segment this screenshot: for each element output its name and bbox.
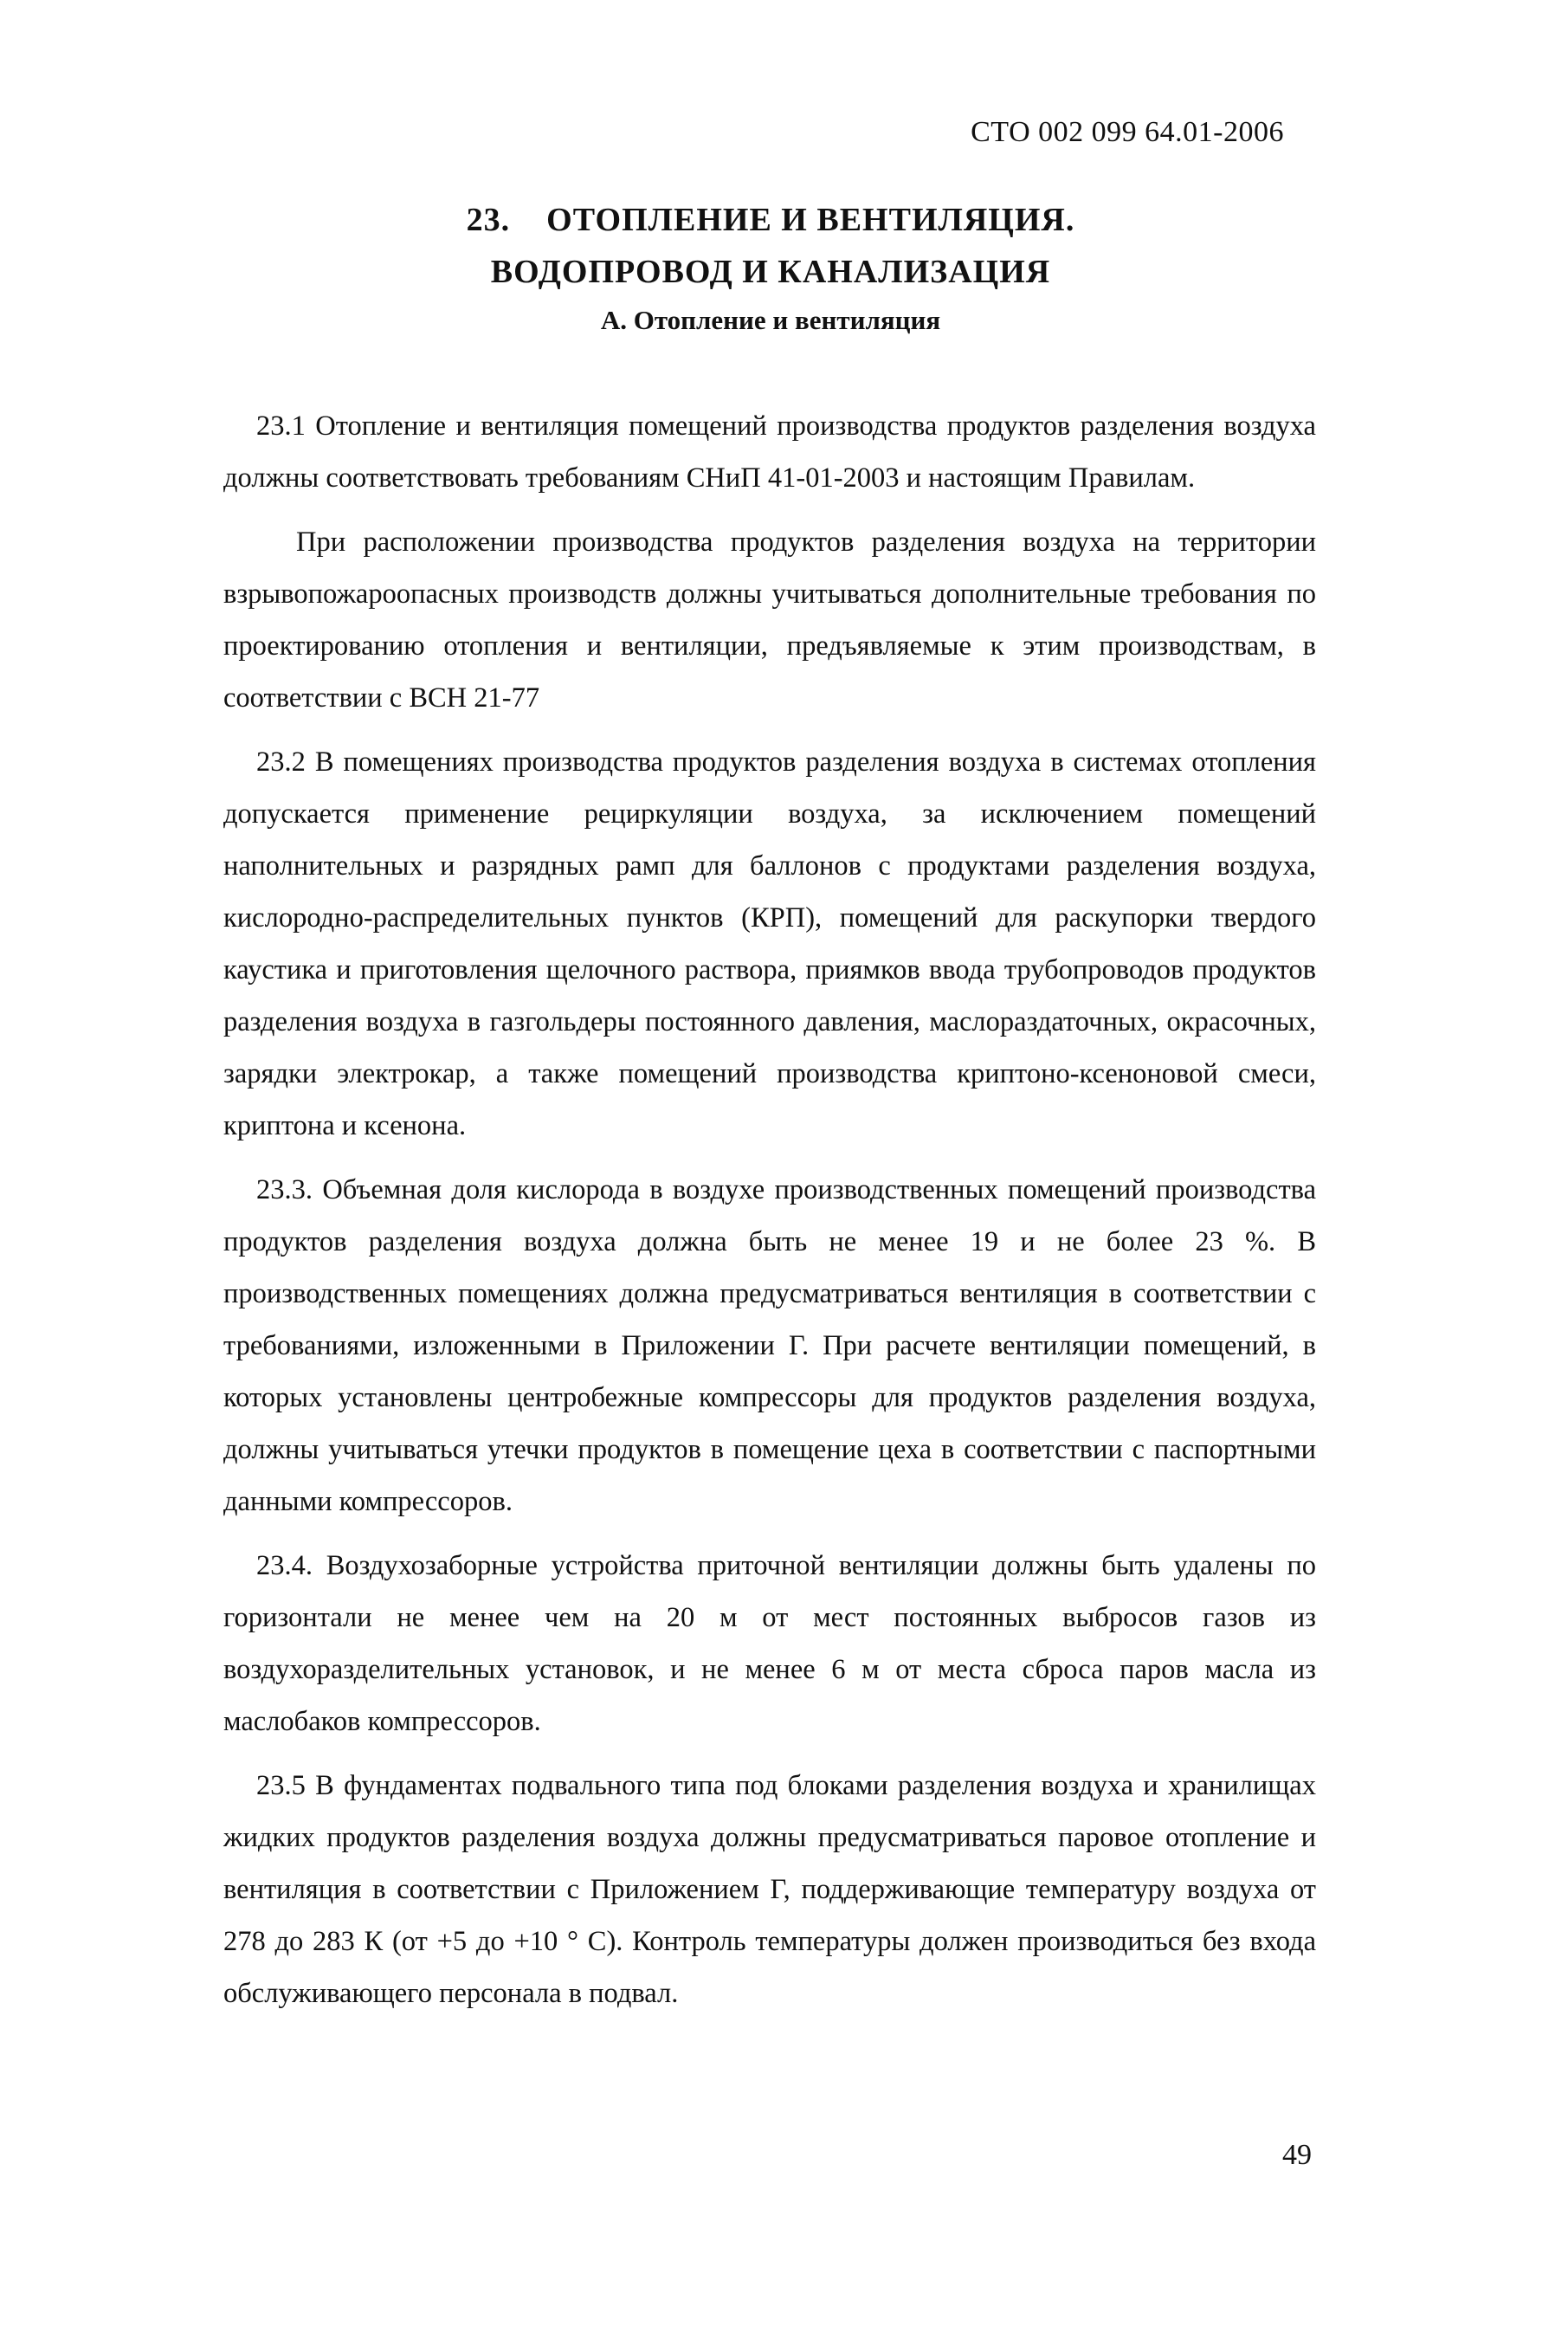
paragraph-23-1-continued: При расположении производства продуктов разделения воздуха на территории взрывопожароопасных производств должны учитываться дополнительные требования по проектированию отопления и вентиляции, предъявляемые к этим производствам, в соответствии с ВСН 21-77 [223,527,1316,714]
document-code: СТО 002 099 64.01-2006 [971,116,1284,148]
section-title-text: ОТОПЛЕНИЕ И ВЕНТИЛЯЦИЯ. [546,202,1075,238]
paragraph-23-3: 23.3. Объемная доля кислорода в воздухе производственных помещений производства продуктов разделения воздуха должна быть не менее 19 и не более 23 %. В производственных помещениях должна предусматриваться вентиляция в соответствии с требованиями, изложенными в Приложении Г. При расчете вентиляции помещений, в которых установлены центробежные компрессоры для продуктов разделения воздуха, должны учитываться утечки продуктов в помещение цеха в соответствии с паспортными данными компрессоров. [223,1174,1316,1517]
page-number: 49 [1282,2139,1312,2171]
paragraph-23-5: 23.5 В фундаментах подвального типа под блоками разделения воздуха и хранилищах жидких продуктов разделения воздуха должны предусматриваться паровое отопление и вентиляция в соответствии с Приложением Г, поддерживающие температуру воздуха от 278 до 283 К (от +5 до +10 ° С). Контроль температуры должен производиться без входа обслуживающего персонала в подвал. [223,1770,1316,2009]
paragraph-23-2: 23.2 В помещениях производства продуктов разделения воздуха в системах отопления допускается применение рециркуляции воздуха, за исключением помещений наполнительных и разрядных рамп для баллонов с продуктами разделения воздуха, кислородно-распределительных пунктов (КРП), помещений для раскупорки твердого каустика и приготовления щелочного раствора, приямков ввода трубопроводов продуктов разделения воздуха в газгольдеры постоянного давления, маслораздаточных, окрасочных, зарядки электрокар, а также помещений производства криптоно-ксеноновой смеси, криптона и ксенона. [223,746,1316,1141]
section-number: 23. [466,202,511,238]
section-subtitle: А. Отопление и вентиляция [600,305,941,335]
section-title-line-2: ВОДОПРОВОД И КАНАЛИЗАЦИЯ [490,254,1051,290]
body-text [223,400,1316,2032]
section-title-line-1 [225,201,1316,239]
paragraph-23-1: 23.1 Отопление и вентиляция помещений производства продуктов разделения воздуха должны соответствовать требованиям СНиП 41-01-2003 и настоящим Правилам. [223,410,1316,494]
paragraph-23-4: 23.4. Воздухозаборные устройства приточной вентиляции должны быть удалены по горизонтали не менее чем на 20 м от мест постоянных выбросов газов из воздухоразделительных установок, и не менее 6 м от места сброса паров масла из маслобаков компрессоров. [223,1550,1316,1737]
